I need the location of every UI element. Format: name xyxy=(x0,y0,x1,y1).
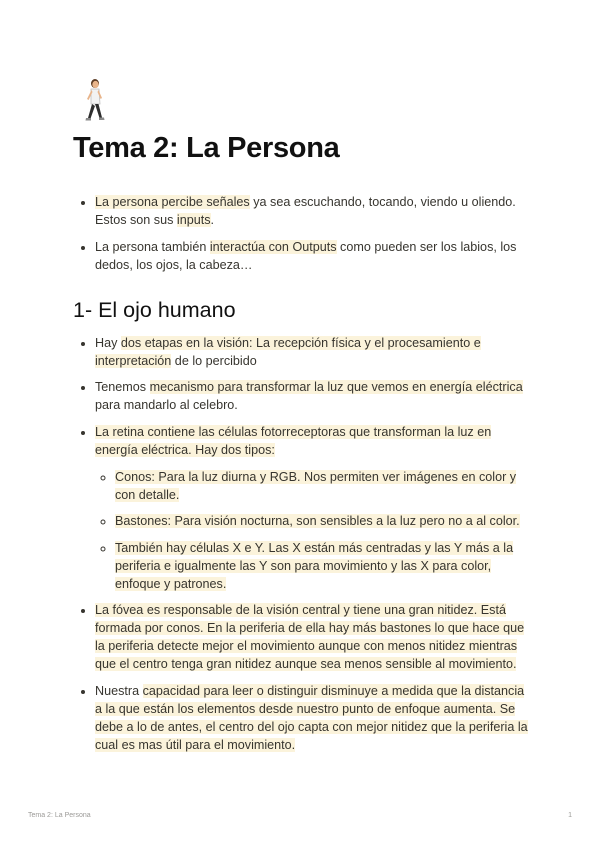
list-item: • Tenemos mecanismo para transformar la luz que vemos en energía eléctrica para mandarlo al celebro. xyxy=(95,378,533,414)
person-walking-icon xyxy=(77,78,111,122)
footer-title: Tema 2: La Persona xyxy=(28,812,91,819)
list-item: • Hay dos etapas en la visión: La recepción física y el procesamiento e interpretación de lo percibido xyxy=(95,334,533,370)
section-heading: 1- El ojo humano xyxy=(73,297,236,322)
list-item: • La persona percibe señales ya sea escuchando, tocando, viendo u oliendo. Estos son sus inputs. xyxy=(95,193,533,229)
sub-list-item: ◦ Conos: Para la luz diurna y RGB. Nos permiten ver imágenes en color y con detalle. xyxy=(115,468,533,504)
list-item: • Nuestra capacidad para leer o distinguir disminuye a medida que la distancia a la que están los elementos desde nuestro punto de enfoque aumenta. Se debe a lo de antes, el centro del ojo capta con mejor nitidez que la periferia la cual es mas útil para el movimiento. xyxy=(95,682,533,754)
list-item: • La retina contiene las células fotorreceptoras que transforman la luz en energía eléctrica. Hay dos tipos: ◦ Conos: Para la luz diurna y RGB. Nos permiten ver imágenes en color y con detalle. ◦ Bastones: Para visión nocturna, son sensibles a la luz pero no a al color. ◦ También hay células X e Y. Las X están más centradas y las Y más a la periferia e igualmente las Y son para movimiento y las X para color, enfoque y patrones. xyxy=(95,423,533,593)
page-number: 1 xyxy=(568,812,572,819)
sub-list-item: ◦ También hay células X e Y. Las X están más centradas y las Y más a la periferia e igualmente las Y son para movimiento y las X para color, enfoque y patrones. xyxy=(115,539,533,593)
sub-list xyxy=(95,468,533,593)
page-content xyxy=(73,78,533,762)
list-item: • La fóvea es responsable de la visión central y tiene una gran nitidez. Está formada por conos. En la periferia de ella hay más bastones lo que hace que la periferia detecte mejor el movimiento aunque con menos nitidez mientras que el centro tenga gran nitidez aunque sea menos sensible al movimiento. xyxy=(95,601,533,673)
list-item: • La persona también interactúa con Outputs como pueden ser los labios, los dedos, los ojos, la cabeza… xyxy=(95,238,533,274)
sub-list-item: ◦ Bastones: Para visión nocturna, son sensibles a la luz pero no a al color. xyxy=(115,512,533,530)
page-title: Tema 2: La Persona xyxy=(73,132,340,164)
section-list xyxy=(73,334,533,754)
intro-list xyxy=(73,193,533,274)
